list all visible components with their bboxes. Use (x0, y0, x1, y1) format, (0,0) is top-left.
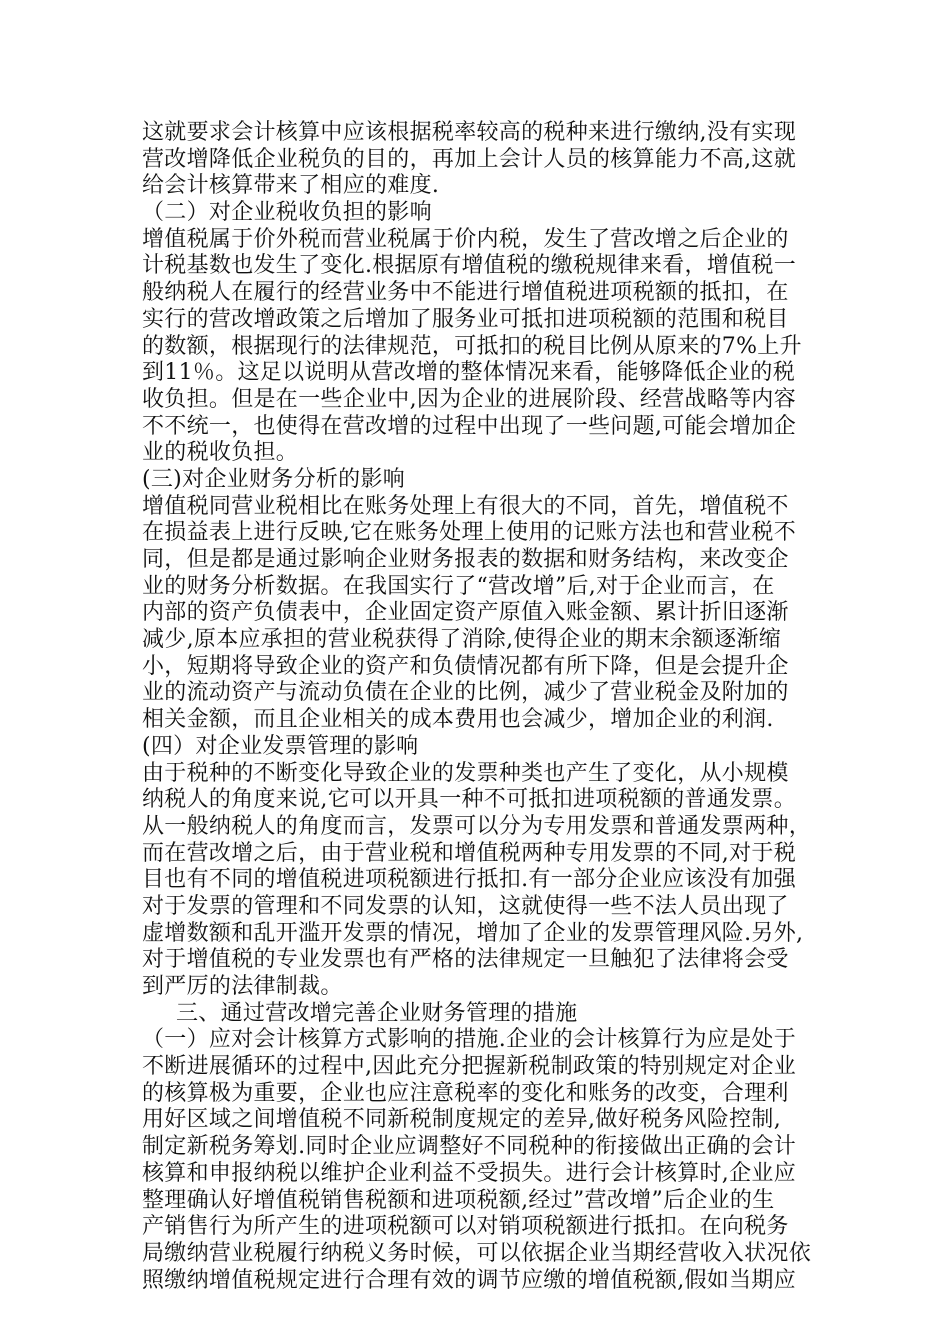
text-line: 这就要求会计核算中应该根据税率较高的税种来进行缴纳,没有实现 (142, 120, 796, 145)
text-line: 营改增降低企业税负的目的，再加上会计人员的核算能力不高,这就 (142, 146, 796, 172)
text-line: 用好区域之间增值税不同新税制度规定的差异,做好税务风险控制, (142, 1107, 781, 1133)
section-heading: （二）对企业税收负担的影响 (142, 200, 432, 226)
text-line: 虚增数额和乱开滥开发票的情况，增加了企业的发票管理风险.另外, (142, 920, 804, 946)
text-line: 制定新税务筹划.同时企业应调整好不同税种的衔接做出正确的会计 (142, 1134, 796, 1160)
text-line: 般纳税人在履行的经营业务中不能进行增值税进项税额的抵扣，在 (142, 280, 789, 306)
text-line: 由于税种的不断变化导致企业的发票种类也产生了变化，从小规模 (142, 760, 789, 786)
text-line: 计税基数也发生了变化.根据原有增值税的缴税规律来看，增值税一 (142, 253, 796, 279)
chapter-heading: 三、通过营改增完善企业财务管理的措施 (176, 1000, 578, 1026)
text-line: 业的财务分析数据。在我国实行了“营改增”后,对于企业而言，在 (142, 573, 775, 599)
text-line: 在损益表上进行反映,它在账务处理上使用的记账方法也和营业税不 (142, 520, 796, 546)
text-line: 业的税收负担。 (142, 440, 299, 466)
text-line: 增值税属于价外税而营业税属于价内税，发生了营改增之后企业的 (142, 226, 789, 252)
text-line: 同，但是都是通过影响企业财务报表的数据和财务结构，来改变企 (142, 547, 789, 572)
text-line: 业的流动资产与流动负债在企业的比例，减少了营业税金及附加的 (142, 680, 789, 706)
text-line: 减少,原本应承担的营业税获得了消除,使得企业的期末余额逐渐缩 (142, 627, 781, 653)
text-line: 产销售行为所产生的进项税额可以对销项税额进行抵扣。在向税务 (142, 1214, 789, 1240)
text-line: 对于增值税的专业发票也有严格的法律规定一旦触犯了法律将会受 (142, 947, 789, 973)
text-line: 不断进展循环的过程中,因此充分把握新税制政策的特别规定对企业 (142, 1054, 796, 1080)
text-line: 对于发票的管理和不同发票的认知，这就使得一些不法人员出现了 (142, 893, 789, 919)
section-heading: (三)对企业财务分析的影响 (142, 466, 406, 492)
text-line: （一）应对会计核算方式影响的措施.企业的会计核算行为应是处于 (142, 1027, 796, 1053)
text-line: 纳税人的角度来说,它可以开具一种不可抵扣进项税额的普通发票。 (142, 787, 796, 813)
text-line: 从一般纳税人的角度而言，发票可以分为专用发票和普通发票两种， (142, 813, 812, 839)
text-line: 目也有不同的增值税进项税额进行抵扣.有一部分企业应该没有加强 (142, 867, 796, 893)
text-line: 的核算极为重要，企业也应注意税率的变化和账务的改变，合理利 (142, 1080, 789, 1106)
text-line: 而在营改增之后，由于营业税和增值税两种专用发票的不同,对于税 (142, 840, 796, 866)
section-heading: (四）对企业发票管理的影响 (142, 733, 419, 759)
text-line: 的数额，根据现行的法律规范，可抵扣的税目比例从原来的7%上升 (142, 333, 802, 359)
text-line: 相关金额，而且企业相关的成本费用也会减少，增加企业的利润. (142, 707, 774, 733)
text-line: 局缴纳营业税履行纳税义务时候，可以依据企业当期经营收入状况依 (142, 1240, 812, 1266)
text-line: 整理确认好增值税销售税额和进项税额,经过”营改增”后企业的生 (142, 1187, 775, 1213)
text-line: 照缴纳增值税规定进行合理有效的调节应缴的增值税额,假如当期应 (142, 1267, 796, 1293)
text-line: 给会计核算带来了相应的难度. (142, 173, 440, 199)
text-line: 到严厉的法律制裁。 (142, 974, 343, 999)
text-line: 收负担。但是在一些企业中,因为企业的进展阶段、经营战略等内容 (142, 386, 796, 412)
text-line: 不不统一，也使得在营改增的过程中出现了一些问题,可能会增加企 (142, 413, 796, 439)
text-line: 增值税同营业税相比在账务处理上有很大的不同，首先，增值税不 (142, 493, 789, 519)
text-line: 内部的资产负债表中，企业固定资产原值入账金额、累计折旧逐渐 (142, 600, 789, 626)
text-line: 核算和申报纳税以维护企业利益不受损失。进行会计核算时,企业应 (142, 1160, 796, 1186)
text-line: 到11％。这足以说明从营改增的整体情况来看，能够降低企业的税 (142, 360, 795, 386)
text-line: 小，短期将导致企业的资产和负债情况都有所下降，但是会提升企 (142, 653, 789, 679)
document-body (142, 120, 822, 1294)
text-line: 实行的营改增政策之后增加了服务业可抵扣进项税额的范围和税目 (142, 306, 789, 332)
